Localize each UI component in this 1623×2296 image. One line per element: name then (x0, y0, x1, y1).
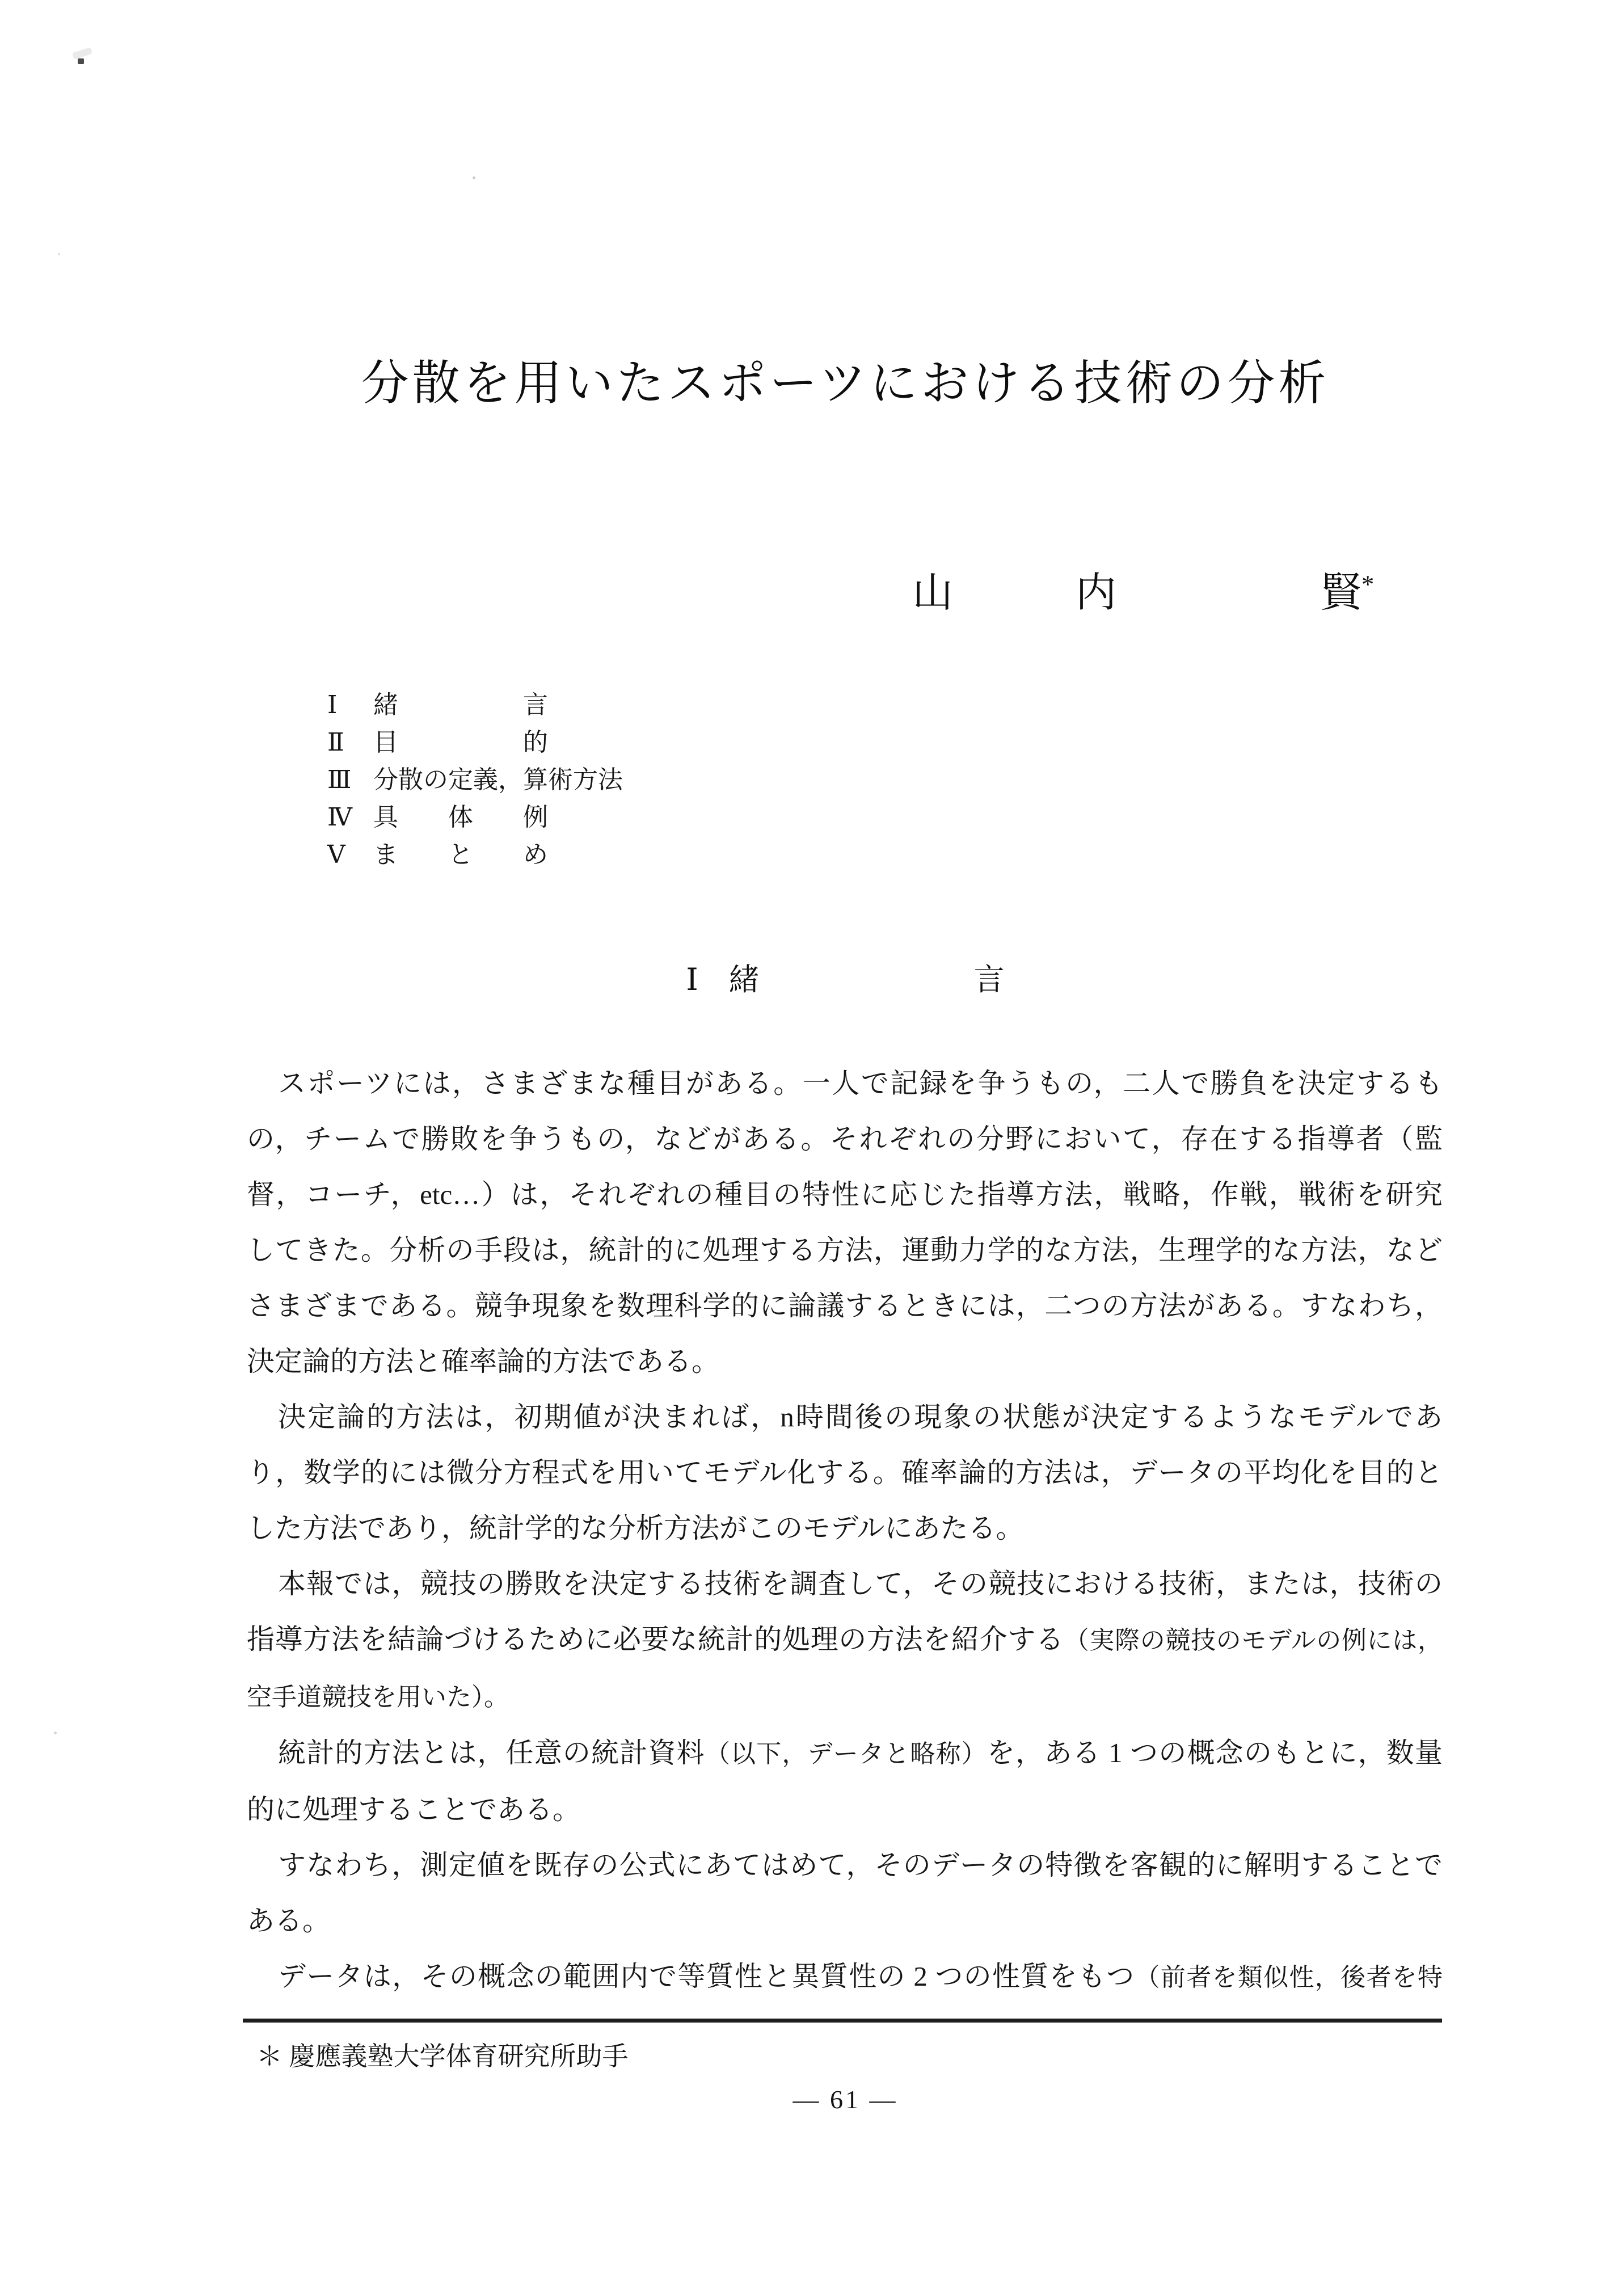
body-line (247, 1278, 1443, 1334)
body-segment: り，数学的には微分方程式を用いてモデル化する。確率論的方法は，データの平均化を目的と (247, 1457, 1443, 1488)
body-line (247, 1612, 1443, 1669)
body-segment: データは，その概念の範囲内で等質性と異質性の 2 つの性質をもつ (278, 1961, 1135, 1992)
body-line (247, 1389, 1443, 1445)
footnote-rule (243, 2019, 1442, 2023)
section-heading: Ⅰ 緒 言 (686, 963, 1005, 997)
body-line (247, 1056, 1443, 1111)
body-line (247, 1167, 1443, 1223)
toc-item (327, 686, 623, 724)
page-number: — 61 — (792, 2085, 898, 2114)
body-segment: 的に処理することである。 (247, 1794, 581, 1825)
body-line (247, 1501, 1443, 1556)
body-segment: 督，コーチ，etc…）は，それぞれの種目の特性に応じた指導方法，戦略，作戦，戦術を研究 (247, 1179, 1443, 1210)
author-footnote-mark: * (1361, 570, 1375, 599)
scan-artifact (78, 58, 84, 64)
body-segment: 統計的方法とは，任意の統計資料 (278, 1737, 705, 1768)
toc-label: ま と め (373, 841, 548, 869)
toc-label: 分散の定義，算術方法 (373, 766, 623, 794)
toc-numeral: Ⅳ (327, 803, 352, 831)
author-line (912, 559, 1374, 618)
toc-numeral: Ⅱ (327, 728, 344, 756)
body-segment: 指導方法を結論づけるために必要な統計的処理の方法を紹介する (247, 1624, 1064, 1655)
body-segment: した方法であり，統計学的な分析方法がこのモデルにあたる。 (247, 1513, 1024, 1544)
toc-label: 緒 言 (373, 691, 548, 719)
toc-item (327, 724, 623, 761)
body-segment: 本報では，競技の勝敗を決定する技術を調査して，その競技における技術，または，技術の (278, 1568, 1443, 1599)
toc-label: 目 的 (373, 728, 548, 756)
body-text (247, 1056, 1443, 2006)
toc-item (327, 761, 623, 799)
scan-smudge (72, 47, 92, 60)
body-line (247, 1334, 1443, 1389)
body-segment-small: 空手道競技を用いた）。 (247, 1683, 509, 1711)
footnote: ＊ 慶應義塾大学体育研究所助手 (256, 2042, 629, 2071)
toc-numeral: Ⅴ (327, 841, 345, 869)
body-line (247, 1223, 1443, 1278)
paper-title: 分散を用いたスポーツにおける技術の分析 (361, 357, 1330, 410)
body-line (247, 1893, 1443, 1949)
toc-label: 具 体 例 (373, 803, 548, 831)
body-segment-small: （前者を類似性，後者を特 (1135, 1964, 1443, 1991)
body-line (247, 1782, 1443, 1838)
body-line (247, 1445, 1443, 1501)
body-segment: してきた。分析の手段は，統計的に処理する方法，運動力学的な方法，生理学的な方法，など (247, 1235, 1443, 1266)
body-segment: 決定論的方法は，初期値が決まれば，n時間後の現象の状態が決定するようなモデルであ (278, 1401, 1443, 1433)
scan-speck (58, 253, 60, 255)
body-segment-small: （以下，データと略称） (705, 1740, 987, 1768)
body-segment: ある。 (247, 1905, 331, 1936)
body-line (247, 1725, 1443, 1782)
body-segment: の，チームで勝敗を争うもの，などがある。それぞれの分野において，存在する指導者（監 (247, 1123, 1443, 1155)
body-segment: スポーツには，さまざまな種目がある。一人で記録を争うもの，二人で勝負を決定するも (278, 1068, 1443, 1099)
body-line (247, 1669, 1443, 1725)
body-segment: を，ある 1 つの概念のもとに，数量 (987, 1737, 1443, 1768)
body-line (247, 1838, 1443, 1893)
toc-numeral: Ⅲ (327, 766, 352, 794)
body-segment: 決定論的方法と確率論的方法である。 (247, 1346, 720, 1377)
body-segment-small: （実際の競技のモデルの例には， (1064, 1627, 1443, 1654)
body-line (247, 1556, 1443, 1612)
table-of-contents (327, 686, 623, 874)
toc-item (327, 799, 623, 836)
body-segment: さまざまである。競争現象を数理科学的に論議するときには，二つの方法がある。すなわち， (247, 1290, 1443, 1321)
body-segment: すなわち，測定値を既存の公式にあてはめて，そのデータの特徴を客観的に解明することで (278, 1850, 1443, 1881)
author-name: 山 内 賢 (912, 570, 1362, 616)
body-line (247, 1111, 1443, 1167)
toc-item (327, 836, 623, 874)
scan-speck (473, 176, 475, 179)
scan-speck (54, 1732, 57, 1734)
body-line (247, 1949, 1443, 2006)
toc-numeral: Ⅰ (327, 691, 338, 719)
